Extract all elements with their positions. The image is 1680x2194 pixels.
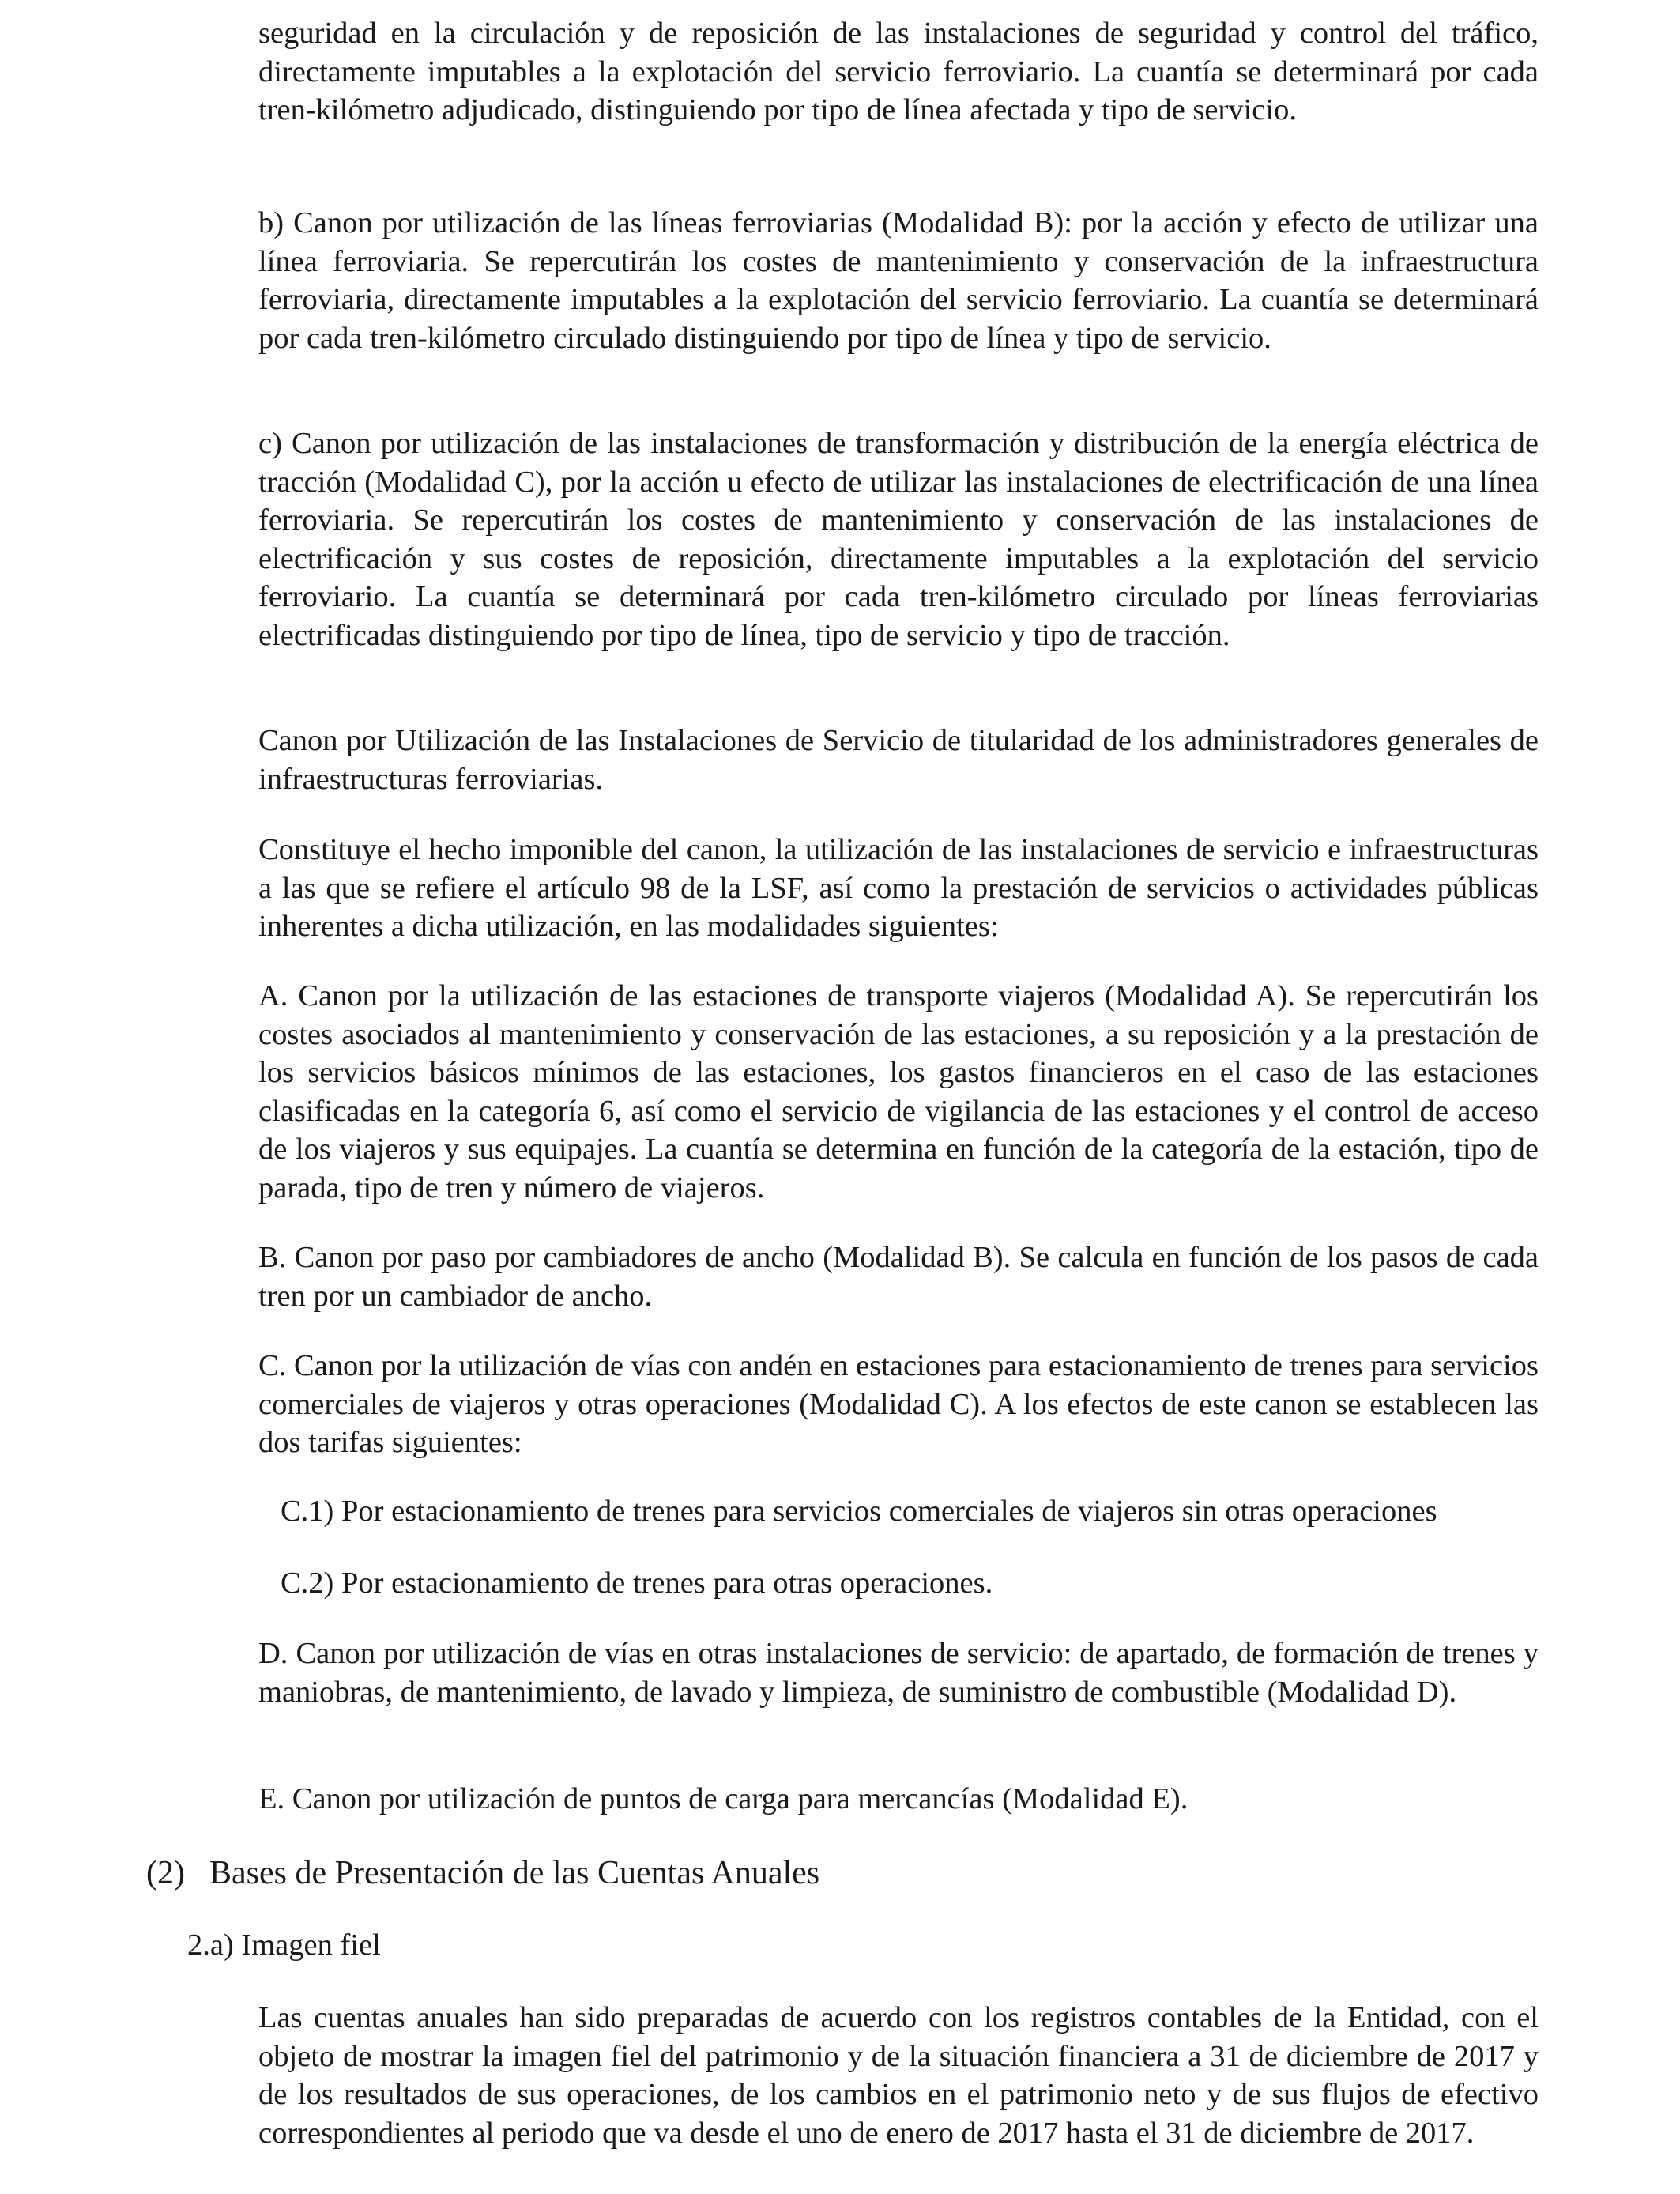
modalidad-b-paragraph: B. Canon por paso por cambiadores de ancho (Modalidad B). Se calcula en función de los pasos de cada tren por un cambiador de ancho. — [258, 1241, 1539, 1313]
tarifa-c1-item: C.1) Por estacionamiento de trenes para servicios comerciales de viajeros sin otras operaciones — [281, 1495, 1437, 1528]
canon-b-paragraph: b) Canon por utilización de las líneas ferroviarias (Modalidad B): por la acción y efecto de utilizar una línea ferroviaria. Se repercutirán los costes de mantenimiento y conservación de la infraestructura ferroviaria, directamente imputables a la explotación del servicio ferroviario. La cuantía se determinará por cada tren-kilómetro circulado distinguiendo por tipo de línea y tipo de servicio. — [258, 206, 1539, 355]
subsection-2a-title: 2.a) Imagen fiel — [187, 1928, 381, 1962]
tarifa-c2-item: C.2) Por estacionamiento de trenes para otras operaciones. — [281, 1566, 993, 1600]
constituye-paragraph: Constituye el hecho imponible del canon, la utilización de las instalaciones de servicio e infraestructuras a las que se refiere el artículo 98 de la LSF, así como la prestación de servicios o actividades públicas inherentes a dicha utilización, en las modalidades siguientes: — [258, 833, 1539, 943]
modalidad-e-paragraph: E. Canon por utilización de puntos de carga para mercancías (Modalidad E). — [258, 1782, 1188, 1815]
modalidad-d-paragraph: D. Canon por utilización de vías en otras instalaciones de servicio: de apartado, de formación de trenes y maniobras, de mantenimiento, de lavado y limpieza, de suministro de combustible (Modalidad D). — [258, 1637, 1539, 1709]
imagen-fiel-paragraph: Las cuentas anuales han sido preparadas de acuerdo con los registros contables de la Entidad, con el objeto de mostrar la imagen fiel del patrimonio y de la situación financiera a 31 de diciembre de 2017 y de los resultados de sus operaciones, de los cambios en el patrimonio neto y de sus flujos de efectivo correspondientes al periodo que va desde el uno de enero de 2017 hasta el 31 de diciembre de 2017. — [258, 2001, 1539, 2150]
canon-c-paragraph: c) Canon por utilización de las instalaciones de transformación y distribución de la energía eléctrica de tracción (Modalidad C), por la acción u efecto de utilizar las instalaciones de electrificación de una línea ferroviaria. Se repercutirán los costes de mantenimiento y conservación de las instalaciones de electrificación y sus costes de reposición, directamente imputables a la explotación del servicio ferroviario. La cuantía se determinará por cada tren-kilómetro circulado por líneas ferroviarias electrificadas distinguiendo por tipo de línea, tipo de servicio y tipo de tracción. — [258, 427, 1539, 652]
section-2-title: Bases de Presentación de las Cuentas Anuales — [209, 1855, 820, 1891]
canon-instalaciones-title-paragraph: Canon por Utilización de las Instalaciones de Servicio de titularidad de los administradores generales de infraestructuras ferroviarias. — [258, 724, 1539, 796]
modalidad-c-paragraph: C. Canon por la utilización de vías con andén en estaciones para estacionamiento de trenes para servicios comerciales de viajeros y otras operaciones (Modalidad C). A los efectos de este canon se establecen las dos tarifas siguientes: — [258, 1349, 1539, 1459]
section-2-number: (2) — [146, 1855, 185, 1891]
modalidad-a-paragraph: A. Canon por la utilización de las estaciones de transporte viajeros (Modalidad A). Se repercutirán los costes asociados al mantenimiento y conservación de las estaciones, a su reposición y a la prestación de los servicios básicos mínimos de las estaciones, los gastos financieros en el caso de las estaciones clasificadas en la categoría 6, así como el servicio de vigilancia de las estaciones y el control de acceso de los viajeros y sus equipajes. La cuantía se determina en función de la categoría de la estación, tipo de parada, tipo de tren y número de viajeros. — [258, 979, 1539, 1204]
intro-continuation-paragraph: seguridad en la circulación y de reposición de las instalaciones de seguridad y control del tráfico, directamente imputables a la explotación del servicio ferroviario. La cuantía se determinará por cada tren-kilómetro adjudicado, distinguiendo por tipo de línea afectada y tipo de servicio. — [258, 17, 1539, 126]
